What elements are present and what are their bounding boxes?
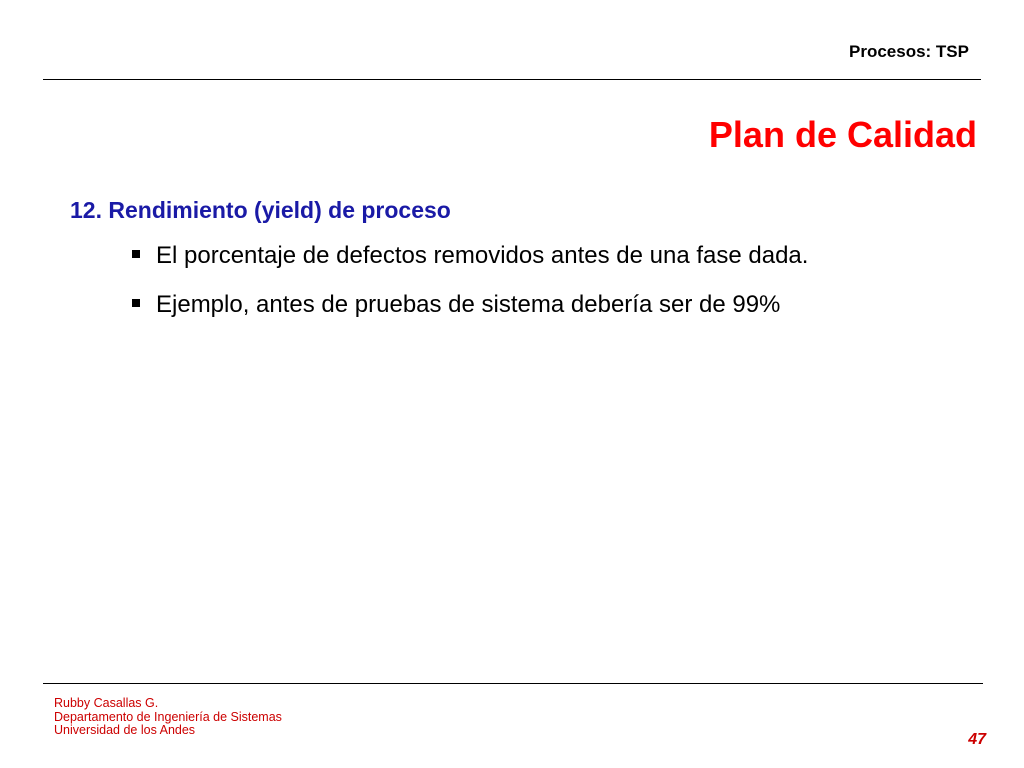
square-bullet-icon xyxy=(132,250,140,258)
footer-university: Universidad de los Andes xyxy=(54,723,196,737)
top-divider xyxy=(43,79,981,80)
bullet-item xyxy=(130,238,890,273)
bullet-item xyxy=(130,287,890,322)
footer-credits xyxy=(54,697,282,738)
header-title: Procesos: TSP xyxy=(849,42,969,61)
bottom-divider xyxy=(43,683,983,684)
page-number: 47 xyxy=(968,731,986,748)
square-bullet-icon xyxy=(132,299,140,307)
section-heading: 12. Rendimiento (yield) de proceso xyxy=(70,197,451,223)
bullet-text: El porcentaje de defectos removidos antes de una fase dada. xyxy=(156,242,809,269)
footer-department: Departamento de Ingeniería de Sistemas xyxy=(54,709,282,724)
bullet-list xyxy=(130,238,890,336)
slide-title: Plan de Calidad xyxy=(708,114,977,155)
bullet-text: Ejemplo, antes de pruebas de sistema debería ser de 99% xyxy=(156,291,781,318)
footer-author: Rubby Casallas G. xyxy=(54,696,159,710)
